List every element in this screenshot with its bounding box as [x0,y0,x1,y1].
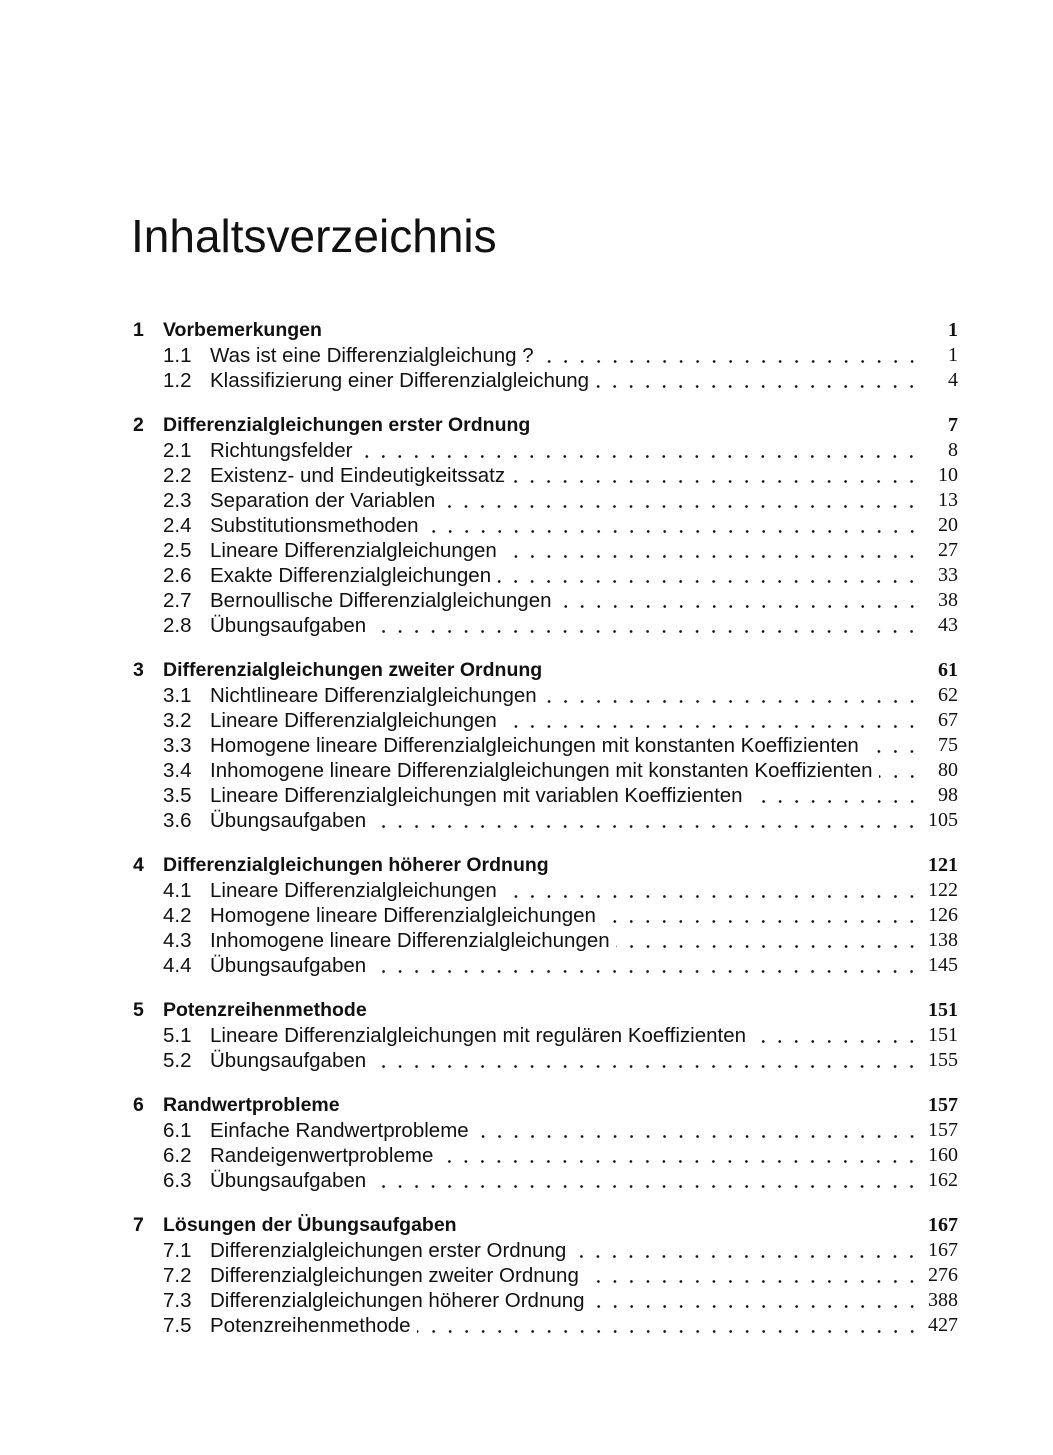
chapter-title: Randwertprobleme [163,1094,340,1116]
dot-leader [595,368,920,393]
section-page: 105 [928,809,958,831]
section-page: 138 [928,929,958,951]
section-page: 4 [948,369,958,391]
chapter-title: Differenzialgleichungen zweiter Ordnung [163,659,543,681]
section-entry [133,733,958,758]
dot-leader [417,1313,920,1338]
section-entry [133,1023,958,1048]
dot-leader [425,513,920,538]
section-page: 8 [948,439,958,461]
section-number: 3.5 [163,784,192,807]
section-number: 1.2 [163,369,192,392]
section-page: 43 [938,614,958,636]
section-title: Bernoullische Differenzialgleichungen [210,589,552,612]
dot-leader [865,733,920,758]
section-page: 157 [928,1119,958,1141]
dot-leader [358,438,920,463]
chapter-page: 7 [948,414,958,436]
section-entry [133,758,958,783]
chapter-block [133,318,958,393]
section-number: 2.8 [163,614,192,637]
dot-leader [543,683,920,708]
section-number: 5.1 [163,1024,192,1047]
section-number: 1.1 [163,344,192,367]
chapter-number: 4 [133,854,144,876]
dot-leader [372,1168,920,1193]
section-entry [133,683,958,708]
section-page: 162 [928,1169,958,1191]
chapter-number: 7 [133,1214,144,1236]
chapter-block [133,413,958,638]
section-entry [133,463,958,488]
dot-leader [591,1288,920,1313]
section-number: 3.3 [163,734,192,757]
section-title: Übungsaufgaben [210,1169,367,1192]
section-entry [133,438,958,463]
section-number: 7.3 [163,1289,192,1312]
dot-leader [511,463,920,488]
toc-heading: Inhaltsverzeichnis [131,210,497,262]
chapter-number: 6 [133,1094,144,1116]
dot-leader [503,538,920,563]
table-of-contents [133,318,958,1338]
dot-leader [497,563,920,588]
section-number: 6.2 [163,1144,192,1167]
chapter-number: 5 [133,999,144,1021]
section-title: Existenz- und Eindeutigkeitssatz [210,464,506,487]
section-title: Lineare Differenzialgleichungen [210,879,497,902]
section-title: Klassifizierung einer Differenzialgleichung [210,369,590,392]
section-number: 3.4 [163,759,192,782]
section-number: 6.3 [163,1169,192,1192]
section-entry [133,1288,958,1313]
chapter-page: 1 [948,319,958,341]
chapter-entry [133,1093,958,1118]
section-entry [133,1313,958,1338]
chapter-page: 151 [928,999,958,1021]
section-entry [133,708,958,733]
chapter-entry [133,998,958,1023]
dot-leader [441,488,920,513]
section-entry [133,878,958,903]
section-number: 3.2 [163,709,192,732]
section-page: 20 [938,514,958,536]
section-title: Was ist eine Differenzialgleichung ? [210,344,534,367]
section-entry [133,368,958,393]
dot-leader [372,953,920,978]
dot-leader [439,1143,920,1168]
section-page: 160 [928,1144,958,1166]
chapter-page: 121 [928,854,958,876]
chapter-entry [133,1213,958,1238]
dot-leader [503,708,920,733]
chapter-entry [133,318,958,343]
section-page: 10 [938,464,958,486]
section-entry [133,808,958,833]
section-title: Homogene lineare Differenzialgleichungen mit konstanten Koeffizienten [210,734,859,757]
section-entry [133,783,958,808]
section-title: Übungsaufgaben [210,954,367,977]
section-page: 276 [928,1264,958,1286]
section-number: 2.5 [163,539,192,562]
section-title: Differenzialgleichungen höherer Ordnung [210,1289,585,1312]
section-number: 2.2 [163,464,192,487]
section-entry [133,953,958,978]
section-title: Randeigenwertprobleme [210,1144,434,1167]
dot-leader [752,1023,920,1048]
section-page: 67 [938,709,958,731]
section-page: 167 [928,1239,958,1261]
section-number: 5.2 [163,1049,192,1072]
section-number: 7.2 [163,1264,192,1287]
section-title: Substitutionsmethoden [210,514,419,537]
section-entry [133,588,958,613]
section-title: Richtungsfelder [210,439,353,462]
dot-leader [372,613,920,638]
section-title: Differenzialgleichungen erster Ordnung [210,1239,567,1262]
chapter-number: 1 [133,319,144,341]
section-entry [133,1238,958,1263]
section-title: Übungsaufgaben [210,614,367,637]
section-page: 427 [928,1314,958,1336]
chapter-title: Potenzreihenmethode [163,999,367,1021]
section-number: 2.7 [163,589,192,612]
section-title: Lineare Differenzialgleichungen mit regulären Koeffizienten [210,1024,747,1047]
section-number: 7.1 [163,1239,192,1262]
chapter-title: Differenzialgleichungen erster Ordnung [163,414,531,436]
section-page: 151 [928,1024,958,1046]
section-number: 3.1 [163,684,192,707]
section-number: 4.3 [163,929,192,952]
dot-leader [372,808,920,833]
section-entry [133,1118,958,1143]
section-entry [133,928,958,953]
section-title: Lineare Differenzialgleichungen [210,539,497,562]
dot-leader [585,1263,920,1288]
section-page: 27 [938,539,958,561]
section-title: Separation der Variablen [210,489,436,512]
section-entry [133,1263,958,1288]
section-entry [133,488,958,513]
dot-leader [503,878,920,903]
section-entry [133,538,958,563]
section-title: Übungsaufgaben [210,809,367,832]
chapter-block [133,998,958,1073]
section-page: 62 [938,684,958,706]
section-title: Exakte Differenzialgleichungen [210,564,492,587]
chapter-page: 167 [928,1214,958,1236]
dot-leader [540,343,920,368]
section-number: 4.1 [163,879,192,902]
section-entry [133,563,958,588]
dot-leader [558,588,920,613]
section-number: 2.6 [163,564,192,587]
dot-leader [602,903,920,928]
chapter-entry [133,413,958,438]
dot-leader [879,758,920,783]
section-title: Nichtlineare Differenzialgleichungen [210,684,537,707]
section-page: 98 [938,784,958,806]
section-title: Differenzialgleichungen zweiter Ordnung [210,1264,579,1287]
section-title: Potenzreihenmethode [210,1314,411,1337]
chapter-title: Lösungen der Übungsaufgaben [163,1214,457,1236]
chapter-page: 61 [938,659,958,681]
section-title: Lineare Differenzialgleichungen [210,709,497,732]
chapter-entry [133,853,958,878]
dot-leader [616,928,920,953]
chapter-title: Differenzialgleichungen höherer Ordnung [163,854,549,876]
section-number: 2.3 [163,489,192,512]
section-page: 126 [928,904,958,926]
chapter-number: 3 [133,659,144,681]
dot-leader [475,1118,920,1143]
section-number: 7.5 [163,1314,192,1337]
section-title: Homogene lineare Differenzialgleichungen [210,904,596,927]
dot-leader [372,1048,920,1073]
section-number: 4.2 [163,904,192,927]
chapter-block [133,1093,958,1193]
section-page: 80 [938,759,958,781]
section-number: 3.6 [163,809,192,832]
chapter-entry [133,658,958,683]
section-number: 2.1 [163,439,192,462]
section-title: Inhomogene lineare Differenzialgleichungen [210,929,610,952]
dot-leader [572,1238,920,1263]
section-page: 388 [928,1289,958,1311]
section-entry [133,903,958,928]
section-page: 75 [938,734,958,756]
section-entry [133,1143,958,1168]
dot-leader [749,783,920,808]
section-page: 145 [928,954,958,976]
chapter-number: 2 [133,414,144,436]
chapter-block [133,853,958,978]
chapter-title: Vorbemerkungen [163,319,322,341]
section-page: 38 [938,589,958,611]
section-title: Übungsaufgaben [210,1049,367,1072]
section-number: 6.1 [163,1119,192,1142]
chapter-block [133,658,958,833]
chapter-block [133,1213,958,1338]
section-page: 33 [938,564,958,586]
section-page: 13 [938,489,958,511]
section-entry [133,513,958,538]
section-entry [133,1048,958,1073]
section-entry [133,1168,958,1193]
chapter-page: 157 [928,1094,958,1116]
section-page: 1 [948,344,958,366]
section-page: 122 [928,879,958,901]
section-entry [133,613,958,638]
section-entry [133,343,958,368]
section-title: Lineare Differenzialgleichungen mit variablen Koeffizienten [210,784,743,807]
section-page: 155 [928,1049,958,1071]
section-number: 4.4 [163,954,192,977]
section-number: 2.4 [163,514,192,537]
section-title: Einfache Randwertprobleme [210,1119,469,1142]
section-title: Inhomogene lineare Differenzialgleichungen mit konstanten Koeffizienten [210,759,873,782]
